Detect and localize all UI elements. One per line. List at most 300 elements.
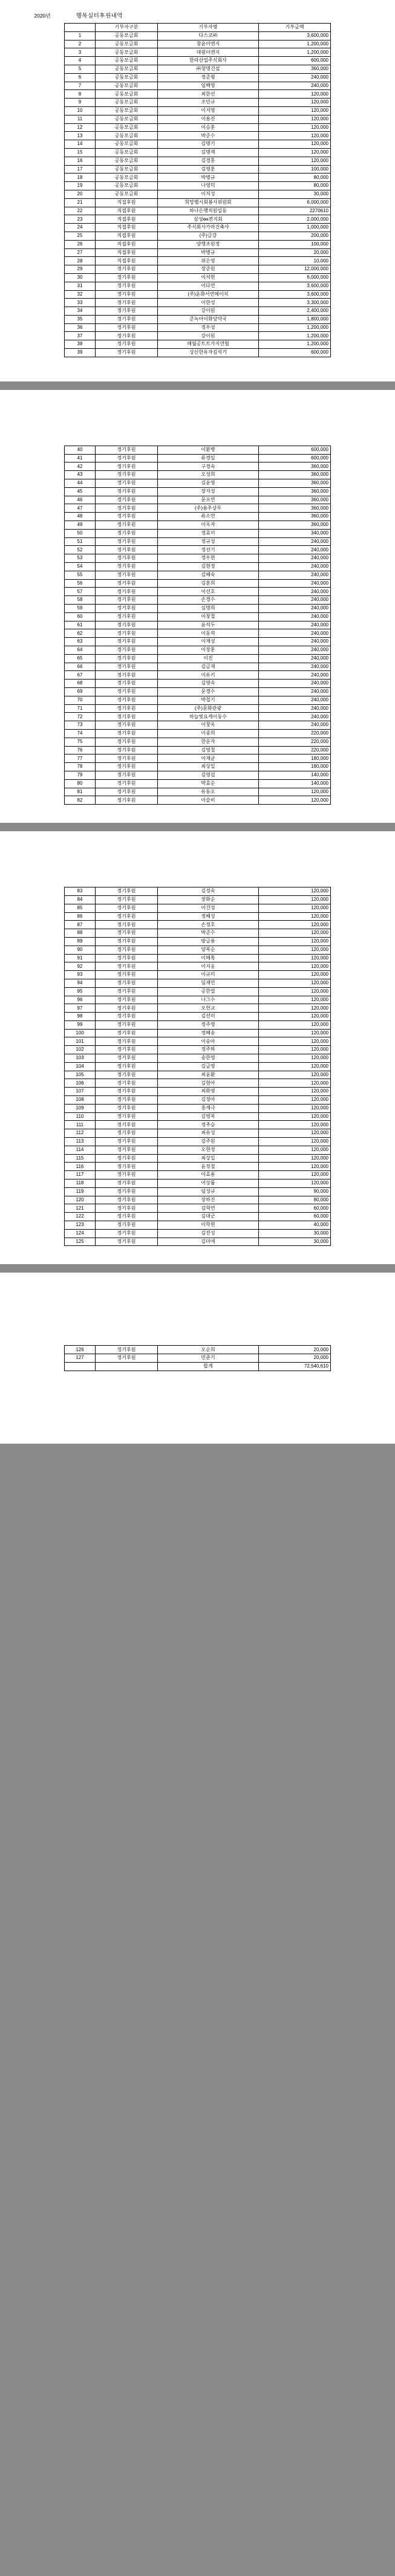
table-row xyxy=(65,57,331,65)
cell-amount: 120,000 xyxy=(259,979,331,987)
cell-amount: 360,000 xyxy=(259,521,331,530)
cell-donor-type: 정기후원 xyxy=(96,1213,158,1221)
cell-amount: 120,000 xyxy=(259,1129,331,1138)
cell-no: 117 xyxy=(65,1171,96,1179)
cell-donor-type: 공동모금회 xyxy=(96,148,158,157)
cell-amount: 120,000 xyxy=(259,887,331,896)
table-row xyxy=(65,182,331,190)
table-row xyxy=(65,1088,331,1096)
cell-donor-type: 정기후원 xyxy=(96,937,158,946)
cell-donor-name: 김경홍 xyxy=(158,157,259,165)
table-row xyxy=(65,521,331,530)
cell-no: 31 xyxy=(65,282,96,290)
cell-donor-name: 이슬비 xyxy=(158,796,259,805)
cell-donor-name: 김혁연 xyxy=(158,1204,259,1213)
cell-no: 74 xyxy=(65,729,96,738)
cell-donor-name: 박병규 xyxy=(158,174,259,182)
table-body-page-1 xyxy=(65,31,331,357)
cell-amount: 120,000 xyxy=(259,788,331,796)
cell-donor-name: 김영섭 xyxy=(158,771,259,779)
cell-donor-type: 정기후원 xyxy=(96,462,158,471)
page-gap xyxy=(0,1264,395,1273)
table-row xyxy=(65,65,331,73)
table-row xyxy=(65,240,331,248)
cell-donor-type: 정기후원 xyxy=(96,1112,158,1121)
cell-donor-name: 이장훈 xyxy=(158,646,259,655)
cell-no: 91 xyxy=(65,954,96,962)
cell-donor-name: 삼성өн전지회 xyxy=(158,215,259,224)
cell-donor-type: 공동모금회 xyxy=(96,99,158,107)
cell-no: 99 xyxy=(65,1020,96,1029)
table-row xyxy=(65,680,331,688)
cell-donor-type: 정기후원 xyxy=(96,1196,158,1204)
table-row xyxy=(65,987,331,996)
cell-amount: 120,000 xyxy=(259,157,331,165)
cell-no: 52 xyxy=(65,546,96,554)
cell-no: 40 xyxy=(65,446,96,454)
cell-no: 115 xyxy=(65,1154,96,1163)
table-row xyxy=(65,571,331,579)
cell-donor-type: 정기후원 xyxy=(96,1071,158,1079)
cell-donor-name: 최윤환 xyxy=(158,1071,259,1079)
cell-donor-type: 정기후원 xyxy=(96,471,158,479)
table-row xyxy=(65,629,331,638)
cell-donor-type: 정기후원 xyxy=(96,537,158,546)
cell-no: 72 xyxy=(65,713,96,721)
cell-no: 56 xyxy=(65,579,96,588)
cell-no: 125 xyxy=(65,1238,96,1246)
cell-no: 81 xyxy=(65,788,96,796)
cell-donor-type: 정기후원 xyxy=(96,987,158,996)
cell-amount: 120,000 xyxy=(259,115,331,123)
cell-amount: 120,000 xyxy=(259,1037,331,1046)
cell-donor-name: 하늘빛요케이동수 xyxy=(158,713,259,721)
cell-donor-name: 정우성 xyxy=(158,323,259,332)
cell-donor-name: 이지영 xyxy=(158,106,259,115)
cell-amount: 90,000 xyxy=(259,1187,331,1196)
table-row xyxy=(65,754,331,763)
cell-donor-type: 정기후원 xyxy=(96,1171,158,1179)
cell-amount: 3,600,000 xyxy=(259,31,331,40)
cell-donor-name: 이직성 xyxy=(158,190,259,198)
cell-donor-type: 정기후원 xyxy=(96,290,158,299)
cell-donor-type: 정기후원 xyxy=(96,696,158,704)
cell-donor-type: 정기후원 xyxy=(96,779,158,788)
cell-donor-name: 최한선 xyxy=(158,90,259,99)
cell-amount: 240,000 xyxy=(259,646,331,655)
cell-no: 101 xyxy=(65,1037,96,1046)
cell-no: 77 xyxy=(65,754,96,763)
cell-amount: 220,000 xyxy=(259,729,331,738)
table-row xyxy=(65,1020,331,1029)
cell-no: 55 xyxy=(65,571,96,579)
cell-no: 30 xyxy=(65,273,96,282)
cell-donor-name: 장준원 xyxy=(158,265,259,274)
table-row xyxy=(65,1004,331,1013)
cell-donor-type: 직접후원 xyxy=(96,257,158,265)
table-row xyxy=(65,763,331,771)
cell-amount: 240,000 xyxy=(259,629,331,638)
cell-donor-type: 정기후원 xyxy=(96,513,158,521)
cell-donor-name: 임재연 xyxy=(158,979,259,987)
cell-amount: 120,000 xyxy=(259,971,331,979)
table-row xyxy=(65,596,331,605)
table-row xyxy=(65,82,331,90)
page-gap xyxy=(0,823,395,831)
table-row xyxy=(65,1196,331,1204)
cell-donor-name: 민춘기 xyxy=(158,1354,259,1363)
table-row xyxy=(65,895,331,904)
cell-donor-name: 이한성 xyxy=(158,299,259,307)
cell-amount: 120,000 xyxy=(259,90,331,99)
cell-no: 108 xyxy=(65,1096,96,1105)
table-row xyxy=(65,290,331,299)
table-row xyxy=(65,140,331,149)
cell-donor-type: 정기후원 xyxy=(96,1020,158,1029)
cell-donor-type: 정기후원 xyxy=(96,962,158,971)
cell-no: 23 xyxy=(65,215,96,224)
cell-no: 43 xyxy=(65,471,96,479)
cell-amount: 360,000 xyxy=(259,504,331,513)
table-row xyxy=(65,638,331,646)
cell-donor-name: 정규성 xyxy=(158,537,259,546)
cell-no: 88 xyxy=(65,929,96,938)
cell-donor-name: 송한영 xyxy=(158,1054,259,1063)
cell-donor-name: 이학현 xyxy=(158,1221,259,1230)
cell-donor-type: 정기후원 xyxy=(96,687,158,696)
cell-amount: 3,300,000 xyxy=(259,299,331,307)
cell-no: 8 xyxy=(65,90,96,99)
cell-donor-name: 최상일 xyxy=(158,1154,259,1163)
cell-amount: 220,000 xyxy=(259,738,331,746)
cell-donor-name: (주)윤화서연메이치 xyxy=(158,290,259,299)
cell-amount: 80,000 xyxy=(259,1196,331,1204)
cell-donor-type: 공동모금회 xyxy=(96,82,158,90)
cell-no: 58 xyxy=(65,596,96,605)
cell-amount: 240,000 xyxy=(259,696,331,704)
cell-donor-type: 정기후원 xyxy=(96,912,158,921)
table-row xyxy=(65,106,331,115)
cell-no: 9 xyxy=(65,99,96,107)
cell-amount: 240,000 xyxy=(259,596,331,605)
cell-donor-name: 이창옥 xyxy=(158,721,259,730)
cell-amount: 120,000 xyxy=(259,796,331,805)
cell-donor-name: 이창철 xyxy=(158,612,259,621)
cell-amount: 240,000 xyxy=(259,680,331,688)
cell-amount: 20,000 xyxy=(259,248,331,257)
table-row xyxy=(65,704,331,713)
table-row xyxy=(65,99,331,107)
cell-amount: 10,000 xyxy=(259,257,331,265)
cell-no: 82 xyxy=(65,796,96,805)
cell-amount: 80,000 xyxy=(259,174,331,182)
page-title: 행복실터후원내역 xyxy=(76,13,123,19)
cell-donor-name: 임백영 xyxy=(158,82,259,90)
cell-amount: 240,000 xyxy=(259,654,331,663)
cell-no: 95 xyxy=(65,987,96,996)
cell-no: 54 xyxy=(65,563,96,571)
table-row xyxy=(65,654,331,663)
cell-no: 80 xyxy=(65,779,96,788)
cell-donor-name: 김정숙 xyxy=(158,887,259,896)
cell-no: 104 xyxy=(65,1062,96,1071)
table-row xyxy=(65,779,331,788)
table-row xyxy=(65,513,331,521)
cell-amount: 360,000 xyxy=(259,513,331,521)
cell-amount: 120,000 xyxy=(259,132,331,140)
cell-amount: 30,000 xyxy=(259,1238,331,1246)
cell-donor-name: 박철기 xyxy=(158,696,259,704)
cell-donor-name: 심명희 xyxy=(158,605,259,613)
table-row xyxy=(65,332,331,340)
cell-donor-name: 오순희 xyxy=(158,1346,259,1354)
cell-no: 105 xyxy=(65,1071,96,1079)
cell-no: 100 xyxy=(65,1029,96,1037)
table-row xyxy=(65,646,331,655)
cell-amount: 30,000 xyxy=(259,190,331,198)
cell-amount: 120,000 xyxy=(259,954,331,962)
cell-amount: 600,000 xyxy=(259,446,331,454)
cell-no: 42 xyxy=(65,462,96,471)
table-row xyxy=(65,132,331,140)
cell-no: 86 xyxy=(65,912,96,921)
cell-no: 93 xyxy=(65,971,96,979)
cell-donor-type: 정기후원 xyxy=(96,729,158,738)
table-row xyxy=(65,946,331,954)
cell-amount: 240,000 xyxy=(259,704,331,713)
cell-donor-type: 정기후원 xyxy=(96,1096,158,1105)
cell-donor-type: 정기후원 xyxy=(96,746,158,754)
document-page-1 xyxy=(0,0,395,381)
cell-no: 111 xyxy=(65,1121,96,1129)
table-row xyxy=(65,663,331,671)
cell-amount: 120,000 xyxy=(259,929,331,938)
cell-donor-name: 김정아 xyxy=(158,1096,259,1105)
cell-donor-name: 홍계극 xyxy=(158,1104,259,1112)
cell-no: 2 xyxy=(65,40,96,48)
cell-no: 78 xyxy=(65,763,96,771)
table-row xyxy=(65,1154,331,1163)
cell-no: 109 xyxy=(65,1104,96,1112)
cell-donor-name: 오성희 xyxy=(158,471,259,479)
table-row xyxy=(65,671,331,680)
cell-amount: 2,000,000 xyxy=(259,215,331,224)
cell-donor-name: 박효순 xyxy=(158,779,259,788)
column-header-donor-name: 기부자명 xyxy=(158,24,259,32)
cell-no: 96 xyxy=(65,996,96,1004)
cell-amount: 140,000 xyxy=(259,771,331,779)
cell-donor-type: 정기후원 xyxy=(96,349,158,357)
cell-no: 97 xyxy=(65,1004,96,1013)
cell-amount: 120,000 xyxy=(259,123,331,132)
cell-donor-name: 양행조원정 xyxy=(158,240,259,248)
cell-amount: 120,000 xyxy=(259,1138,331,1146)
cell-donor-type: 정기후원 xyxy=(96,487,158,496)
cell-donor-type: 정기후원 xyxy=(96,1079,158,1088)
cell-amount: 120,000 xyxy=(259,1096,331,1105)
cell-donor-type: 정기후원 xyxy=(96,1088,158,1096)
cell-donor-type: 직접후원 xyxy=(96,224,158,232)
cell-amount: 3,600,000 xyxy=(259,290,331,299)
table-row xyxy=(65,207,331,215)
cell-no: 84 xyxy=(65,895,96,904)
cell-amount: 180,000 xyxy=(259,754,331,763)
cell-amount: 140,000 xyxy=(259,779,331,788)
table-row xyxy=(65,529,331,537)
cell-no: 79 xyxy=(65,771,96,779)
cell-donor-type: 정기후원 xyxy=(96,763,158,771)
cell-amount: 80,000 xyxy=(259,182,331,190)
cell-donor-name: 정혜송 xyxy=(158,1029,259,1037)
cell-donor-name: 김영숙 xyxy=(158,680,259,688)
total-label: 합계 xyxy=(158,1363,259,1371)
cell-donor-type: 직접후원 xyxy=(96,248,158,257)
cell-donor-name: 이상률 xyxy=(158,1179,259,1188)
cell-no: 34 xyxy=(65,307,96,316)
cell-no: 90 xyxy=(65,946,96,954)
cell-donor-type: 정기후원 xyxy=(96,721,158,730)
table-row xyxy=(65,273,331,282)
table-row xyxy=(65,299,331,307)
cell-donor-type: 정기후원 xyxy=(96,571,158,579)
cell-donor-type: 정기후원 xyxy=(96,1138,158,1146)
cell-amount: 240,000 xyxy=(259,671,331,680)
cell-no: 59 xyxy=(65,605,96,613)
cell-amount: 360,000 xyxy=(259,496,331,504)
cell-donor-name: 한운자 xyxy=(158,738,259,746)
table-row xyxy=(65,605,331,613)
cell-amount: 240,000 xyxy=(259,537,331,546)
cell-donor-type: 정기후원 xyxy=(96,1037,158,1046)
table-row xyxy=(65,579,331,588)
cell-no: 26 xyxy=(65,240,96,248)
cell-donor-type: 정기후원 xyxy=(96,612,158,621)
cell-donor-name: 이메혹 xyxy=(158,954,259,962)
table-row xyxy=(65,282,331,290)
cell-amount: 120,000 xyxy=(259,996,331,1004)
cell-donor-type: 정기후원 xyxy=(96,504,158,513)
table-row xyxy=(65,788,331,796)
cell-donor-type: 정기후원 xyxy=(96,671,158,680)
cell-no: 107 xyxy=(65,1088,96,1096)
cell-donor-name: 정혜성 xyxy=(158,912,259,921)
cell-donor-type: 정기후원 xyxy=(96,738,158,746)
table-row xyxy=(65,612,331,621)
cell-amount: 120,000 xyxy=(259,1179,331,1188)
cell-donor-type: 공동모금회 xyxy=(96,140,158,149)
cell-amount: 240,000 xyxy=(259,588,331,596)
cell-amount: 120,000 xyxy=(259,1029,331,1037)
cell-amount: 120,000 xyxy=(259,1163,331,1171)
cell-donor-name: 오헌교 xyxy=(158,1004,259,1013)
table-row xyxy=(65,1104,331,1112)
cell-donor-name: 김명재 xyxy=(158,148,259,157)
cell-donor-type: 직접후원 xyxy=(96,215,158,224)
cell-no: 39 xyxy=(65,349,96,357)
cell-amount: 120,000 xyxy=(259,1004,331,1013)
cell-donor-type: 공동모금회 xyxy=(96,174,158,182)
table-row xyxy=(65,198,331,207)
table-row xyxy=(65,887,331,896)
table-row xyxy=(65,904,331,912)
cell-amount: 120,000 xyxy=(259,1013,331,1021)
cell-donor-type: 정기후원 xyxy=(96,1004,158,1013)
cell-donor-name: 희망벨시회봉사위원회 xyxy=(158,198,259,207)
cell-no: 126 xyxy=(65,1346,96,1354)
table-row xyxy=(65,232,331,240)
cell-no: 113 xyxy=(65,1138,96,1146)
cell-amount: 240,000 xyxy=(259,546,331,554)
cell-donor-name: 공한열 xyxy=(158,987,259,996)
table-row xyxy=(65,1163,331,1171)
cell-no: 41 xyxy=(65,454,96,462)
cell-amount: 120,000 xyxy=(259,1171,331,1179)
cell-donor-type: 정기후원 xyxy=(96,646,158,655)
table-header-row xyxy=(65,24,331,32)
cell-donor-name: 김훈희 xyxy=(158,579,259,588)
cell-no: 123 xyxy=(65,1221,96,1230)
cell-no: 57 xyxy=(65,588,96,596)
cell-donor-name: 준녹아이화당약국 xyxy=(158,315,259,323)
cell-amount: 100,000 xyxy=(259,240,331,248)
cell-donor-name: 매월공트트가지연협 xyxy=(158,340,259,349)
cell-donor-type: 정기후원 xyxy=(96,554,158,563)
cell-donor-name: 이옥자 xyxy=(158,521,259,530)
cell-no: 15 xyxy=(65,148,96,157)
cell-donor-name: (주)금강 xyxy=(158,232,259,240)
cell-no: 4 xyxy=(65,57,96,65)
cell-donor-name: 정주승 xyxy=(158,1121,259,1129)
cell-amount: 120,000 xyxy=(259,1088,331,1096)
cell-no: 22 xyxy=(65,207,96,215)
cell-donor-name: 위은영 xyxy=(158,257,259,265)
cell-donor-type: 정기후원 xyxy=(96,307,158,316)
cell-amount: 220,000 xyxy=(259,746,331,754)
cell-no: 50 xyxy=(65,529,96,537)
table-row xyxy=(65,48,331,57)
column-header-amount: 기부금액 xyxy=(259,24,331,32)
table-row xyxy=(65,479,331,488)
cell-no: 49 xyxy=(65,521,96,530)
cell-amount: 600,000 xyxy=(259,349,331,357)
cell-donor-type: 정기후원 xyxy=(96,282,158,290)
table-row xyxy=(65,148,331,157)
table-row xyxy=(65,996,331,1004)
cell-donor-type: 정기후원 xyxy=(96,1104,158,1112)
cell-no: 10 xyxy=(65,106,96,115)
cell-donor-type: 공동모금회 xyxy=(96,132,158,140)
cell-no: 20 xyxy=(65,190,96,198)
cell-donor-type: 공동모금회 xyxy=(96,40,158,48)
table-row xyxy=(65,1171,331,1179)
cell-amount: 1,800,000 xyxy=(259,315,331,323)
cell-donor-name: 김윤영 xyxy=(158,479,259,488)
cell-amount: 1,200,000 xyxy=(259,48,331,57)
cell-no: 73 xyxy=(65,721,96,730)
table-row xyxy=(65,257,331,265)
cell-amount: 120,000 xyxy=(259,946,331,954)
cell-donor-name: 이동혁 xyxy=(158,629,259,638)
table-row xyxy=(65,979,331,987)
cell-donor-type: 정기후원 xyxy=(96,1013,158,1021)
document-page-4 xyxy=(0,1273,395,1443)
cell-donor-name: 윤석두 xyxy=(158,621,259,629)
cell-no: 102 xyxy=(65,1046,96,1054)
table-row xyxy=(65,796,331,805)
table-row xyxy=(65,1037,331,1046)
cell-no: 71 xyxy=(65,704,96,713)
cell-no: 120 xyxy=(65,1196,96,1204)
